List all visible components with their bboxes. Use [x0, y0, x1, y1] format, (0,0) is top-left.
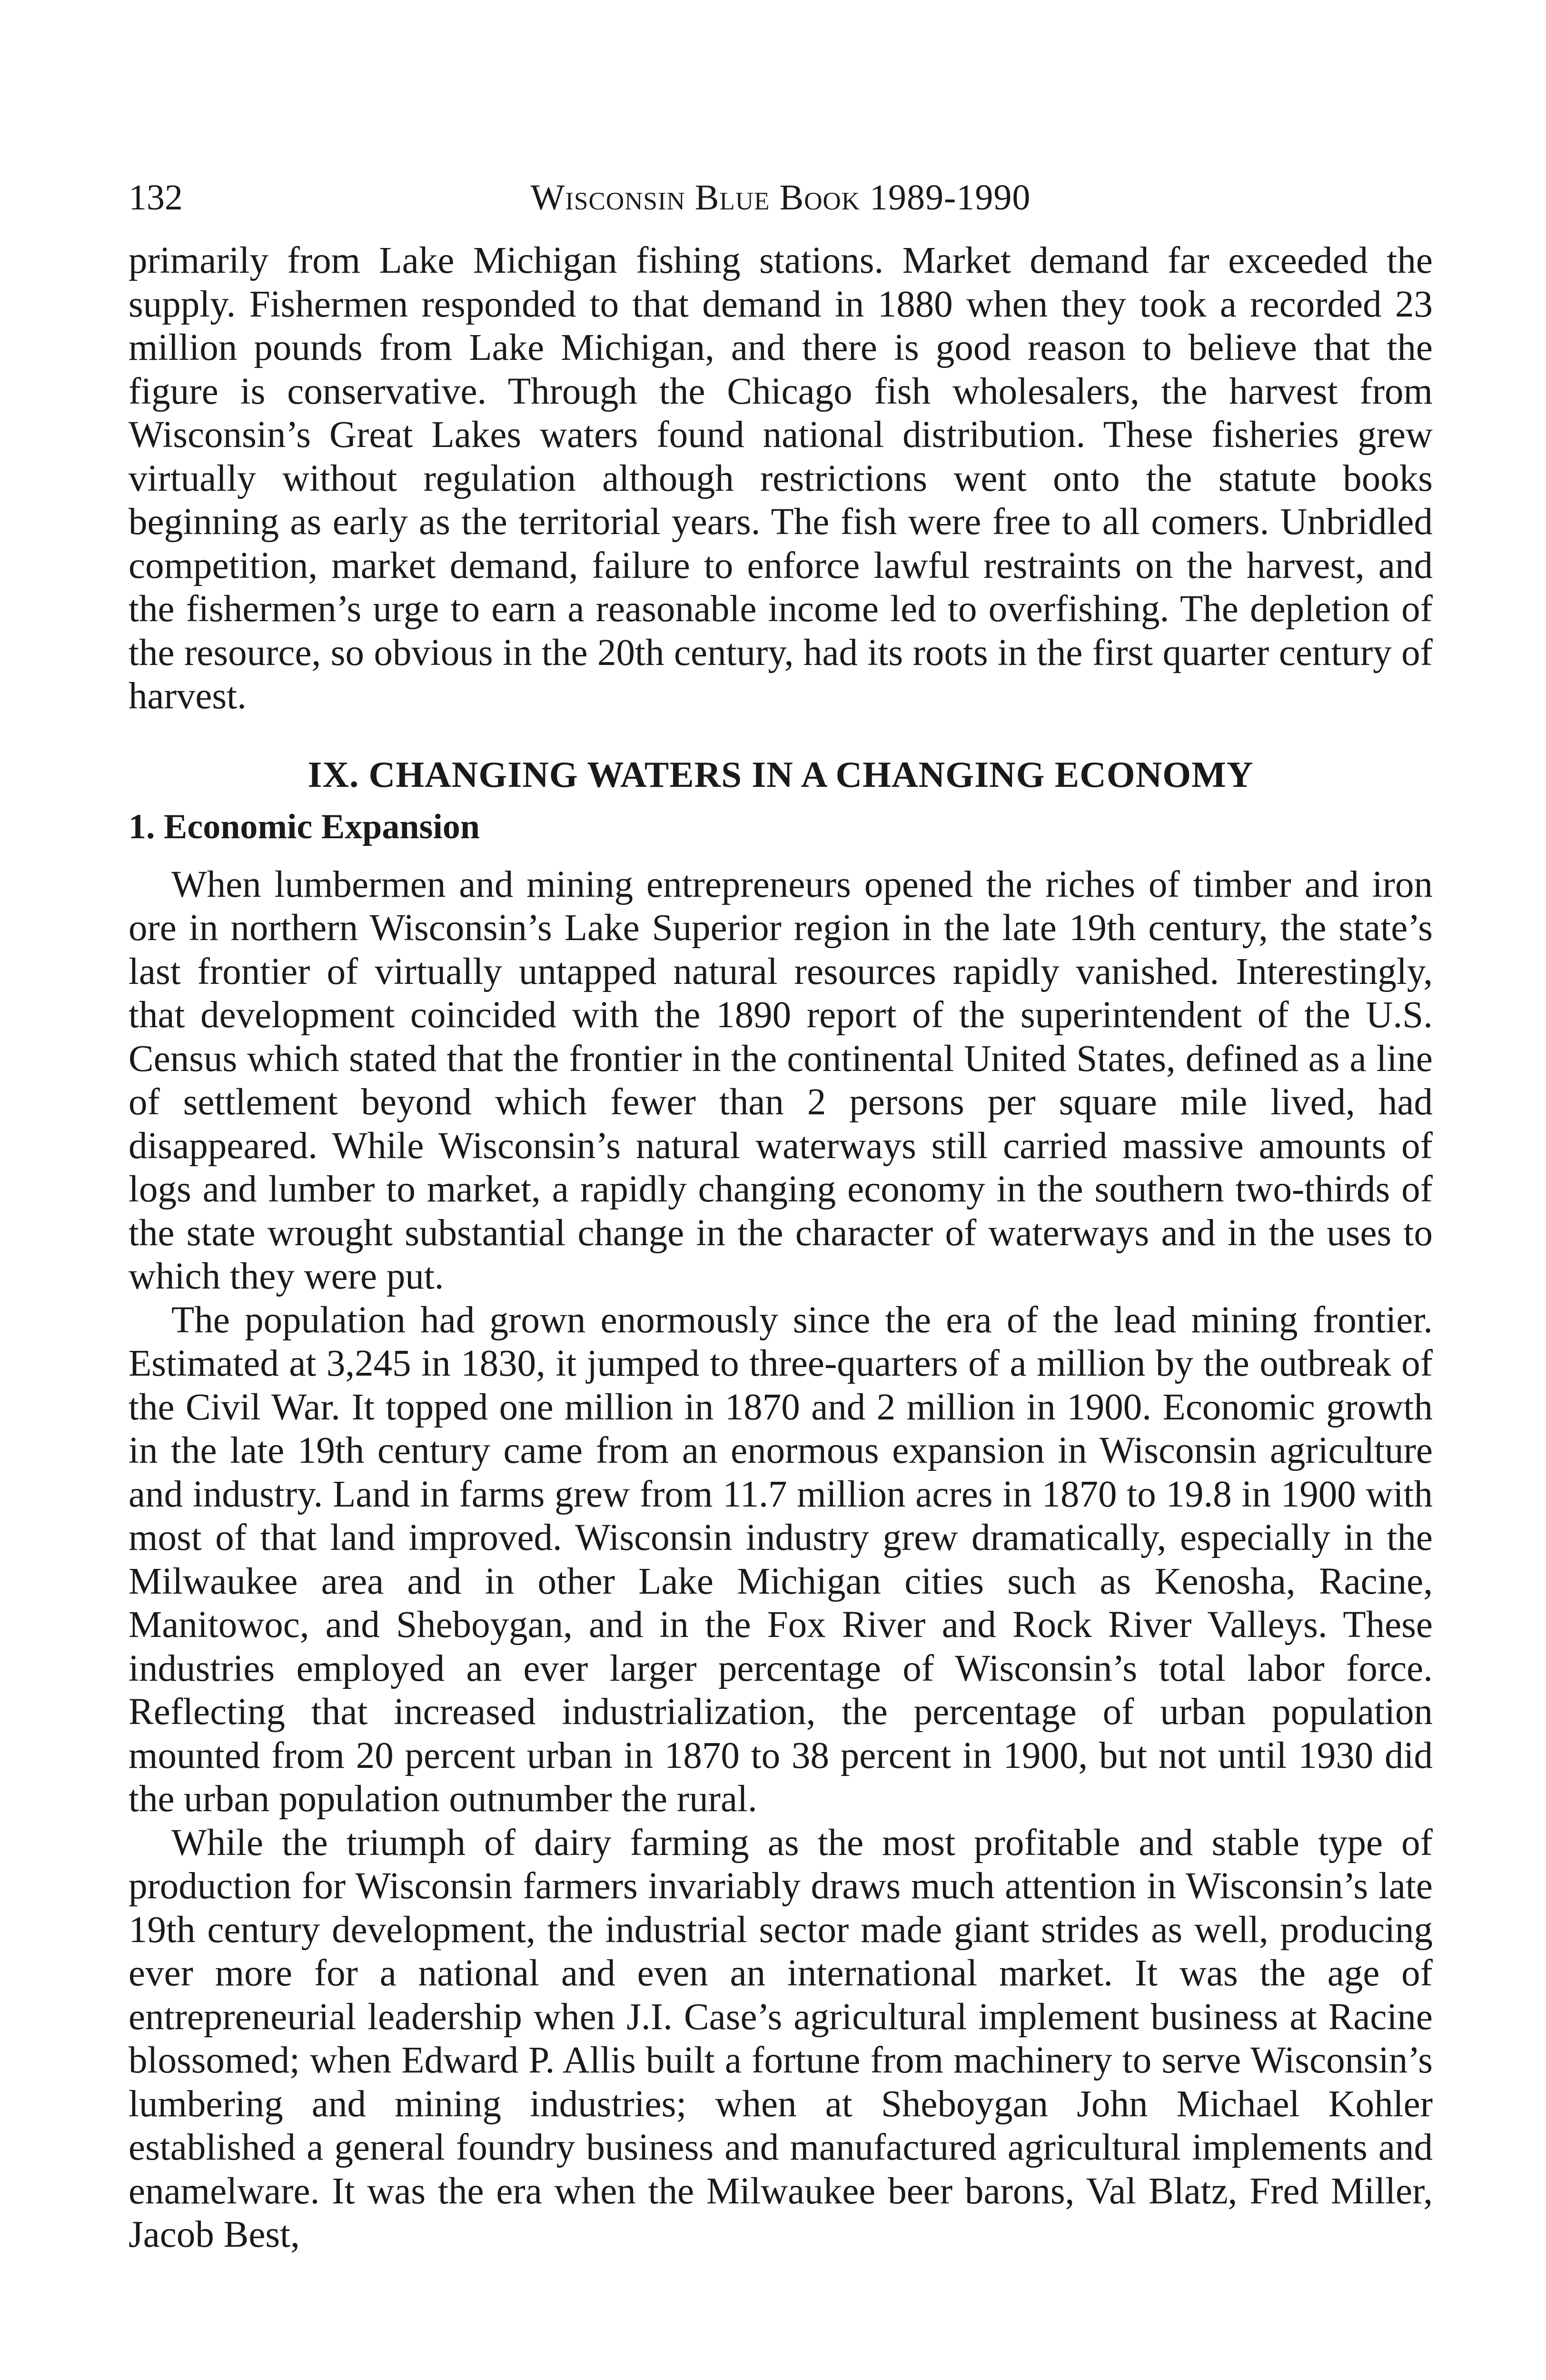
page-number: 132 — [129, 178, 183, 218]
running-head — [129, 171, 1433, 224]
paragraph-frontier: When lumbermen and mining entrepreneurs opened the riches of timber and iron ore in northern Wisconsin’s Lake Superior region in the late 19th century, the state’s last frontier of virtually untapped natural resources rapidly vanished. Interestingly, that development coincided with the 1890 report of the superintendent of the U.S. Census which stated that the frontier in the continental United States, defined as a line of settlement beyond which fewer than 2 persons per square mile lived, had disappeared. While Wisconsin’s natural waterways still carried massive amounts of logs and lumber to market, a rapidly changing economy in the southern two-thirds of the state wrought substantial change in the character of waterways and in the uses to which they were put. — [129, 863, 1433, 1297]
subsection-heading: 1. Economic Expansion — [129, 807, 480, 846]
section-heading: IX. CHANGING WATERS IN A CHANGING ECONOMY — [307, 754, 1254, 795]
running-title: Wisconsin Blue Book 1989-1990 — [530, 178, 1031, 218]
paragraph-industry: While the triumph of dairy farming as the most profitable and stable type of production for Wisconsin farmers invariably draws much attention in Wisconsin’s late 19th century development, the industrial sector made giant strides as well, producing ever more for a national and even an international market. It was the age of entrepreneurial leadership when J.I. Case’s agricultural implement business at Racine blossomed; when Edward P. Allis built a fortune from machinery to serve Wisconsin’s lumbering and mining industries; when at Sheboygan John Michael Kohler established a general foundry business and manufactured agricultural implements and enamelware. It was the era when the Milwaukee beer barons, Val Blatz, Fred Miller, Jacob Best, — [129, 1822, 1433, 2255]
paragraph-population: The population had grown enormously since the era of the lead mining frontier. Estimated at 3,245 in 1830, it jumped to three-quarters of a million by the outbreak of the Civil War. It topped one million in 1870 and 2 million in 1900. Economic growth in the late 19th century came from an enormous expansion in Wisconsin agriculture and industry. Land in farms grew from 11.7 million acres in 1870 to 19.8 in 1900 with most of that land improved. Wisconsin industry grew dramatically, especially in the Milwaukee area and in other Lake Michigan cities such as Kenosha, Racine, Manitowoc, and Sheboygan, and in the Fox River and Rock River Valleys. These industries employed an ever larger percentage of Wisconsin’s total labor force. Reflecting that increased industrialization, the percentage of urban population mounted from 20 percent urban in 1870 to 38 percent in 1900, but not until 1930 did the urban population outnumber the rural. — [129, 1299, 1433, 1820]
paragraph-fisheries: primarily from Lake Michigan fishing stations. Market demand far exceeded the supply. Fishermen responded to that demand in 1880 when they took a recorded 23 million pounds from Lake Michigan, and there is good reason to believe that the figure is conservative. Through the Chicago fish wholesalers, the harvest from Wisconsin’s Great Lakes waters found national distribution. These fisheries grew virtually without regulation although restrictions went onto the statute books beginning as early as the territorial years. The fish were free to all comers. Unbridled competition, market demand, failure to enforce lawful restraints on the harvest, and the fishermen’s urge to earn a reasonable income led to overfishing. The depletion of the resource, so obvious in the 20th century, had its roots in the first quarter century of harvest. — [129, 240, 1433, 717]
book-page — [129, 171, 1433, 2257]
